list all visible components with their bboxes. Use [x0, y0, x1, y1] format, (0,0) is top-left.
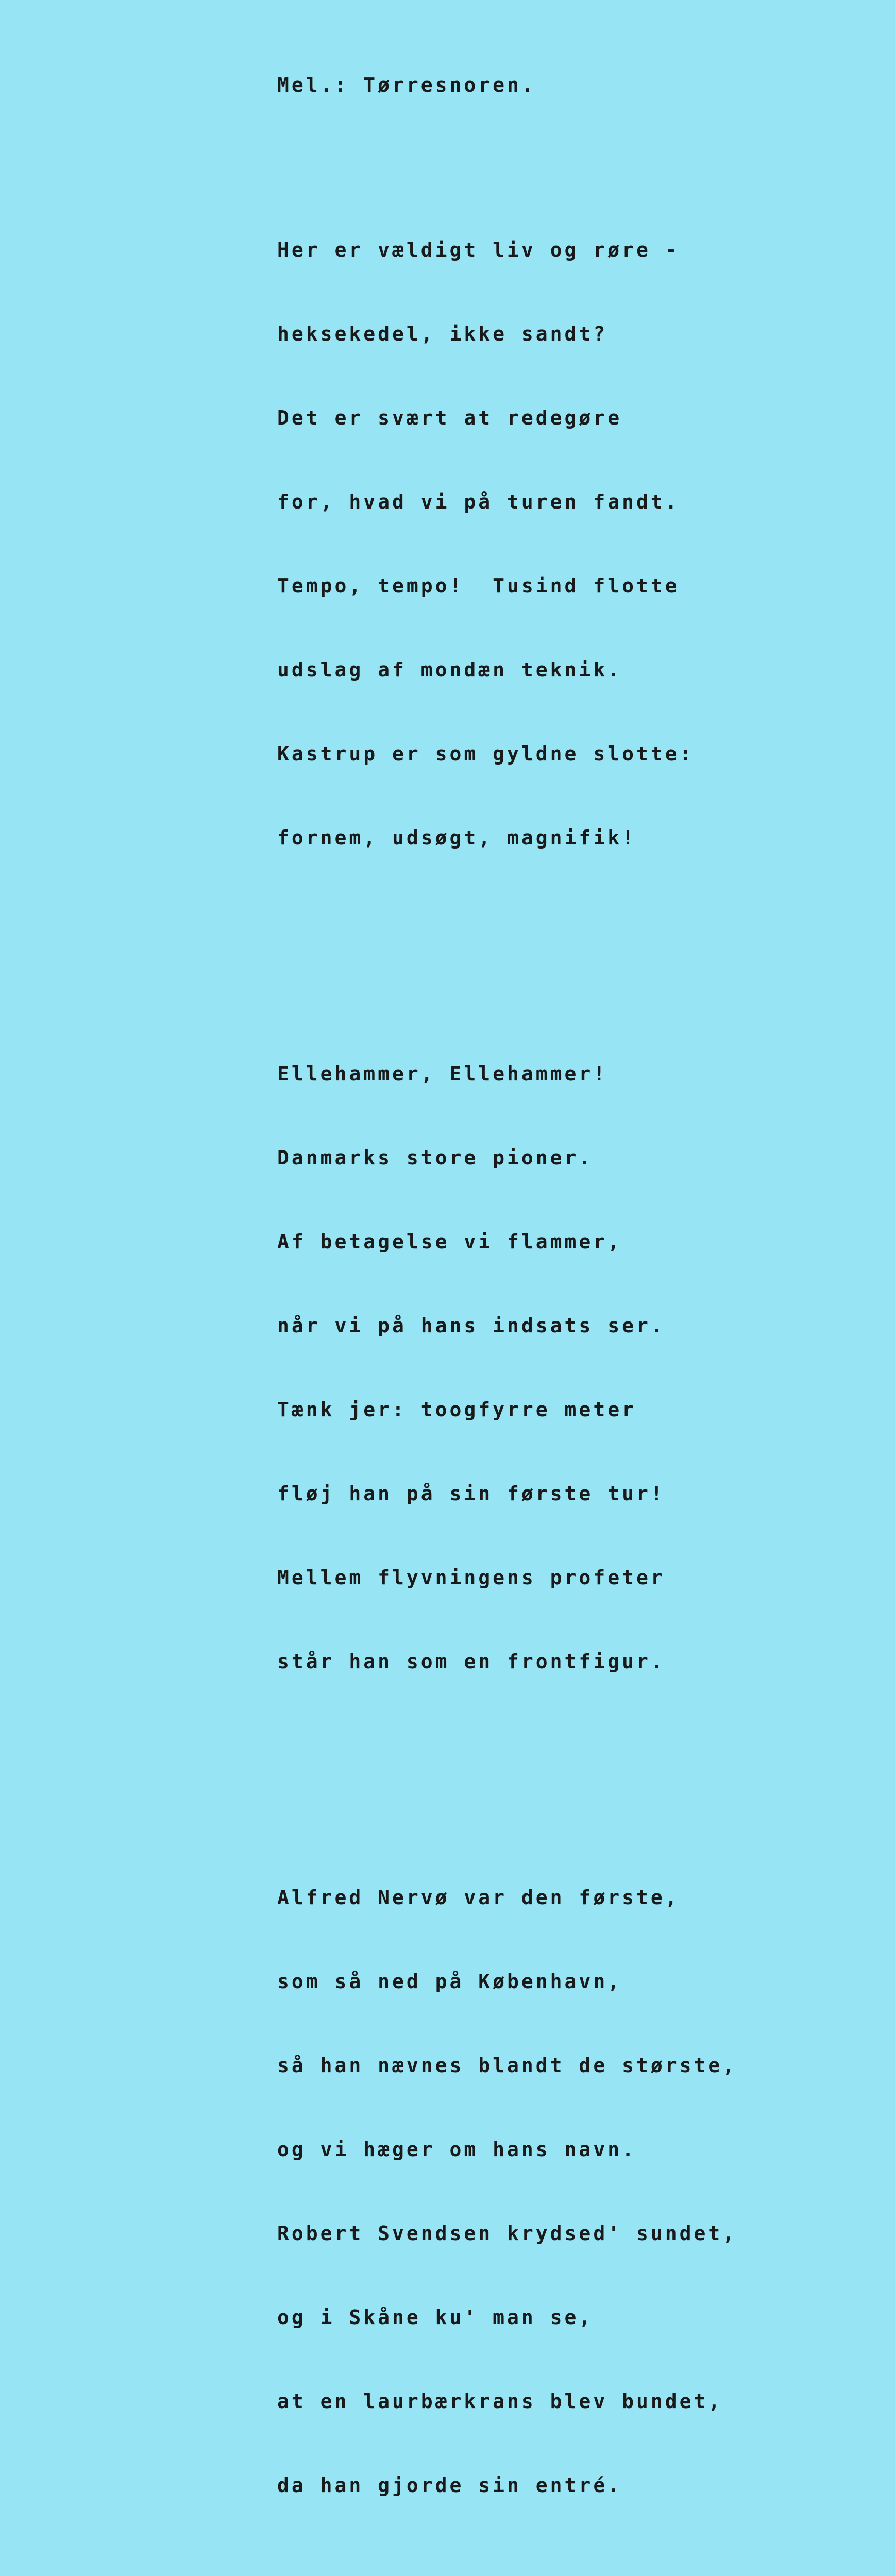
verse-line: Robert Svendsen krydsed' sundet, — [277, 2222, 737, 2245]
stanza-1 — [277, 185, 792, 903]
verse-line: Af betagelse vi flammer, — [277, 1230, 622, 1253]
verse-line: når vi på hans indsats ser. — [277, 1314, 665, 1337]
stanza-2 — [277, 1009, 792, 1726]
verse-line: udslag af mondæn teknik. — [277, 658, 622, 681]
verse-line: Tempo, tempo! Tusind flotte — [277, 574, 680, 597]
verse-line: Det er svært at redegøre — [277, 406, 622, 429]
melody-heading: Mel.: Tørresnoren. — [277, 74, 536, 96]
verse-line: fløj han på sin første tur! — [277, 1482, 665, 1505]
verse-line: heksekedel, ikke sandt? — [277, 323, 608, 345]
verse-line: fornem, udsøgt, magnifik! — [277, 826, 636, 849]
song-text — [277, 21, 792, 2576]
verse-line: Her er vældigt liv og røre - — [277, 239, 680, 261]
verse-line: Alfred Nervø var den første, — [277, 1886, 680, 1909]
verse-line: Danmarks store pioner. — [277, 1146, 594, 1169]
verse-line: så han nævnes blandt de største, — [277, 2054, 737, 2077]
verse-line: og vi hæger om hans navn. — [277, 2138, 636, 2161]
verse-line: Kastrup er som gyldne slotte: — [277, 742, 694, 765]
verse-line: som så ned på København, — [277, 1970, 622, 1993]
verse-line: at en laurbærkrans blev bundet, — [277, 2390, 723, 2413]
verse-line: Tænk jer: toogfyrre meter — [277, 1398, 636, 1421]
verse-line: står han som en frontfigur. — [277, 1650, 665, 1673]
verse-line: og i Skåne ku' man se, — [277, 2306, 594, 2329]
verse-line: Mellem flyvningens profeter — [277, 1566, 665, 1589]
verse-line: da han gjorde sin entré. — [277, 2474, 622, 2497]
stanza-3 — [277, 1833, 792, 2550]
verse-line: for, hvad vi på turen fandt. — [277, 490, 680, 513]
verse-line: Ellehammer, Ellehammer! — [277, 1062, 608, 1085]
